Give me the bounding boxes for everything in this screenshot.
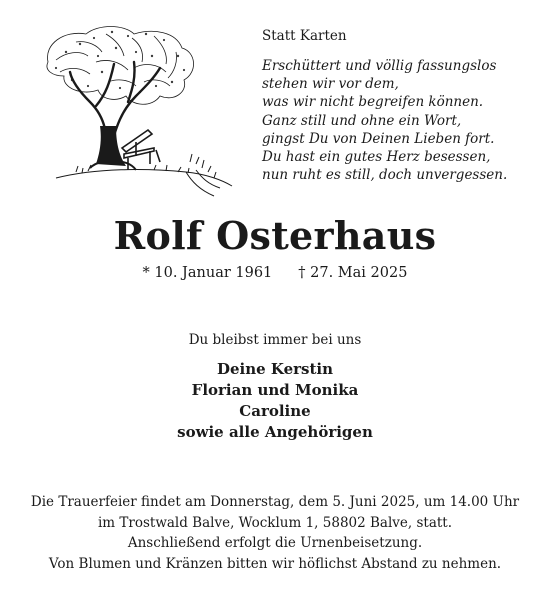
mourner: Deine Kerstin: [216, 360, 334, 378]
poem-line: stehen wir vor dem,: [262, 76, 399, 93]
mourner: sowie alle Angehörigen: [177, 423, 373, 441]
statt-karten-note: Statt Karten: [262, 28, 347, 44]
poem-line: Ganz still und ohne ein Wort,: [262, 112, 462, 129]
poem-line: gingst Du von Deinen Lieben fort.: [262, 130, 495, 147]
mourners-list: [0, 359, 550, 443]
poem: [262, 57, 507, 184]
life-dates: [0, 263, 550, 283]
funeral-notice-line: Anschließend erfolgt die Urnenbeisetzung.: [127, 535, 423, 551]
mourner: Caroline: [239, 402, 311, 420]
funeral-notice-line: Von Blumen und Kränzen bitten wir höflichst Abstand zu nehmen.: [48, 555, 502, 572]
funeral-notice-line: Die Trauerfeier findet am Donnerstag, dem 5. Juni 2025, um 14.00 Uhr: [30, 494, 520, 510]
mourner: Florian und Monika: [191, 381, 359, 399]
tree-with-bench-icon: [36, 22, 236, 200]
poem-line: was wir nicht begreifen können.: [262, 94, 484, 111]
closing-line: Du bleibst immer bei uns: [188, 332, 362, 348]
death-date: † 27. Mai 2025: [298, 265, 408, 281]
funeral-notice: [0, 492, 550, 574]
deceased-name: Rolf Osterhaus: [113, 213, 437, 258]
poem-line: nun ruht es still, doch unvergessen.: [262, 167, 508, 184]
poem-line: Erschüttert und völlig fassungslos: [262, 58, 497, 74]
funeral-notice-line: im Trostwald Balve, Wocklum 1, 58802 Balve, statt.: [97, 514, 453, 531]
birth-date: * 10. Januar 1961: [142, 265, 273, 281]
poem-line: Du hast ein gutes Herz besessen,: [262, 149, 491, 166]
